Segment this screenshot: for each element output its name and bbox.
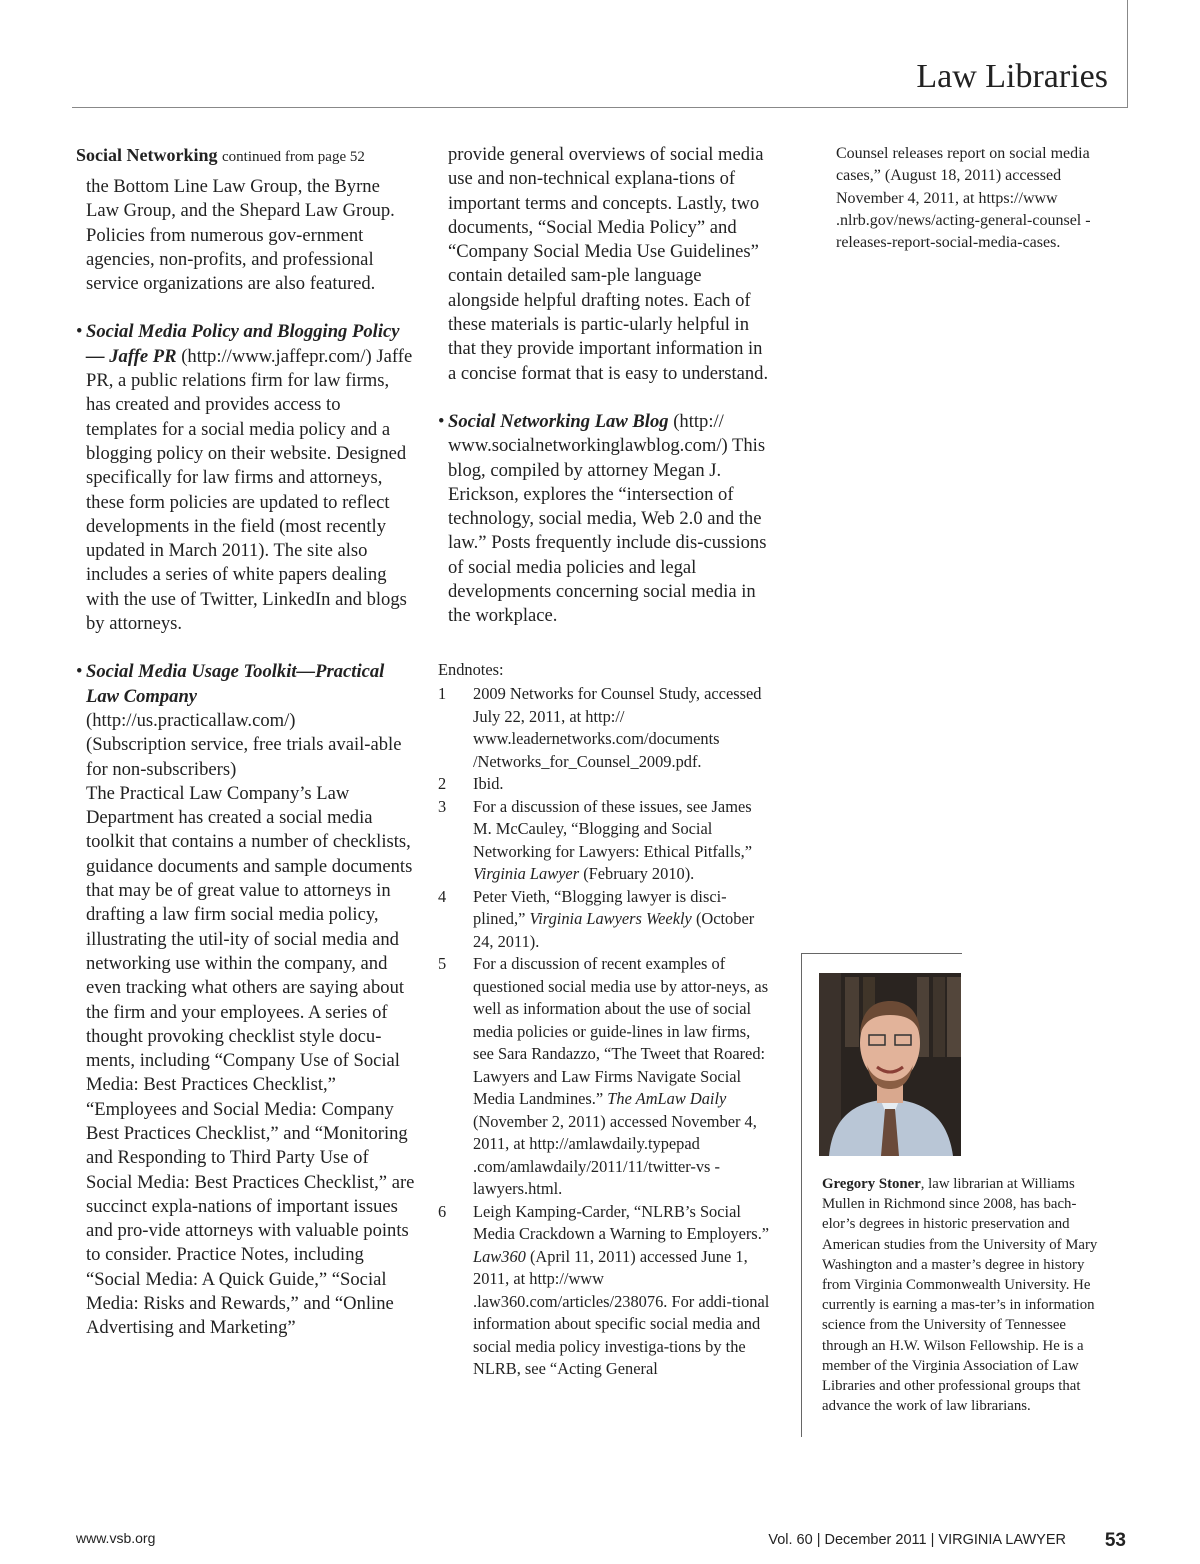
- continued-kicker: [76, 143, 416, 169]
- resource-description: Jaffe PR, a public relations firm for law firms, has created and provides access to templates for a social media policy and a blogging policy on their website. Designed specifically for law firms and attorneys, these form policies are updated to reflect developments in the field (most recently updated in March 2011). The site also includes a series of white papers dealing with the use of Twitter, LinkedIn and blogs by attorneys.: [86, 345, 413, 635]
- endnote: [438, 953, 770, 1201]
- endnote-number: 6: [438, 1201, 447, 1221]
- endnote: [438, 886, 770, 954]
- endnote-number: 1: [438, 684, 447, 704]
- resource-url[interactable]: (http://us.practicallaw.com/): [86, 709, 296, 731]
- intro-paragraph: the Bottom Line Law Group, the Byrne Law Group, and the Shepard Law Group. Policies from numerous gov-ernment agencies, non-profits, and professional service organizations are also featured.: [86, 176, 395, 295]
- endnote-text: 2009 Networks for Counsel Study, accessed July 22, 2011, at http:// www.leadernetworks.com/documents /Networks_for_Counsel_2009.pdf.: [473, 684, 762, 771]
- resource-item-practical-law: [76, 660, 416, 1340]
- author-name: Gregory Stoner: [822, 1176, 921, 1192]
- endnote-text: For a discussion of recent examples of questioned social media use by attor-neys, as well as information about the use of social media policies or guide-lines in law firms, see Sara Randazzo, “The Tweet that Roared: Lawyers and Law Firms Navigate Social Media Landmines.” The AmLaw Daily (November 2, 2011) accessed November 4, 2011, at http://amlawdaily.typepad .com/amlawdaily/2011/11/twitter-vs -lawyers.html.: [473, 954, 769, 1199]
- endnote-text: For a discussion of these issues, see James M. McCauley, “Blogging and Social Networking for Lawyers: Ethical Pitfalls,” Virginia Lawyer (February 2010).: [473, 796, 753, 884]
- endnote-continued: Counsel releases report on social media cases,” (August 18, 2011) accessed November 4, 2011, at https://www .nlrb.gov/news/acting-general-counsel -releases-report-social-media-cases.: [836, 145, 1091, 252]
- endnote-text: Peter Vieth, “Blogging lawyer is disci-plined,” Virginia Lawyers Weekly (October 24, 2011).: [473, 886, 755, 951]
- kicker-title: Social Networking: [76, 145, 218, 165]
- header-rule: [72, 107, 1128, 108]
- section-title: Law Libraries: [916, 58, 1108, 95]
- resource-description: The Practical Law Company’s Law Department has created a social media toolkit that contains a number of checklists, guidance documents and sample documents that may be of great value to attorneys in drafting a law firm social media policy, illustrating the util-ity of social media and networking use within the company, and even tracking what others are saying about the firm and your employees. A series of thought provoking checklist style docu-ments, including “Company Use of Social Media: Best Practices Checklist,” “Employees and Social Media: Company Best Practices Checklist,” and “Monitoring and Responding to Third Party Use of Social Media: Best Practices Checklist,” are succinct expla-nations of important issues and pro-vide attorneys with valuable points to consider. Practice Notes, including “Social Media: A Quick Guide,” “Social Media: Risks and Rewards,” and “Online Advertising and Marketing”: [86, 782, 415, 1339]
- resource-item-jaffe: [76, 320, 416, 636]
- author-photo: [819, 973, 961, 1156]
- resource-title: Social Media Policy and Blogging Policy — Jaffe PR: [86, 321, 400, 367]
- column-3: [822, 143, 1122, 254]
- endnote-text: Leigh Kamping-Carder, “NLRB’s Social Media Crackdown a Warning to Employers.” Law360 (April 11, 2011) accessed June 1, 2011, at http://www .law360.com/articles/238076. For addi-tional information about specific social media and social media policy investiga-tions by the NLRB, see “Acting General: [473, 1201, 770, 1379]
- endnote: [438, 796, 770, 886]
- bullet: •: [76, 661, 83, 683]
- endnote: [438, 773, 770, 796]
- endnotes-label: Endnotes:: [438, 659, 504, 679]
- resource-item-blog: [438, 410, 770, 629]
- endnote-number: 2: [438, 774, 447, 794]
- header-divider-vertical: [1127, 0, 1128, 108]
- footer-url[interactable]: www.vsb.org: [76, 1530, 156, 1546]
- resource-title: Social Media Usage Toolkit—Practical Law Company: [86, 661, 385, 707]
- endnotes: [438, 659, 770, 1381]
- resource-note: (Subscription service, free trials avail-able for non-subscribers): [86, 734, 402, 780]
- endnote: [438, 683, 770, 773]
- endnote: [438, 1201, 770, 1381]
- kicker-continued: continued from page 52: [222, 149, 365, 165]
- endnote-number: 5: [438, 954, 447, 974]
- endnote-number: 3: [438, 796, 447, 816]
- resource-url[interactable]: (http:// www.socialnetworkinglawblog.com/): [448, 410, 728, 457]
- endnote-text: Ibid.: [473, 774, 504, 794]
- resource-description: This blog, compiled by attorney Megan J. Erickson, explores the “intersection of technology, social media, Web 2.0 and the law.” Posts frequently include dis-cussions of social media policies and legal developments concerning social media in the workplace.: [448, 435, 767, 627]
- author-bio: [822, 1174, 1107, 1416]
- continued-paragraph: provide general overviews of social media use and non-technical explana-tions of important terms and concepts. Lastly, two documents, “Social Media Policy” and “Company Social Media Use Guidelines” contain detailed sam-ple language alongside helpful drafting notes. Each of these materials is partic-ularly helpful in that they provide important information in a concise format that is easy to understand.: [448, 144, 769, 384]
- resource-url[interactable]: (http://www.jaffepr.com/): [181, 345, 372, 367]
- author-bio-text: , law librarian at Williams Mullen in Richmond since 2008, has bach-elor’s degrees in historic preservation and American studies from the University of Mary Washington and a master’s degree in history from Virginia Commonwealth University. He currently is earning a mas-ter’s in information science from the University of Tennessee through an H.W. Wilson Fellowship. He is a member of the Virginia Association of Law Libraries and other professional groups that advance the work of law librarians.: [822, 1176, 1098, 1415]
- bullet: •: [438, 410, 445, 432]
- endnote-number: 4: [438, 886, 447, 906]
- footer-issue: Vol. 60 | December 2011 | VIRGINIA LAWYER: [768, 1532, 1066, 1548]
- column-1: [76, 143, 416, 1341]
- page-number: 53: [1104, 1530, 1126, 1551]
- bullet: •: [76, 321, 83, 343]
- column-2: [438, 143, 770, 1381]
- resource-title: Social Networking Law Blog: [448, 410, 669, 432]
